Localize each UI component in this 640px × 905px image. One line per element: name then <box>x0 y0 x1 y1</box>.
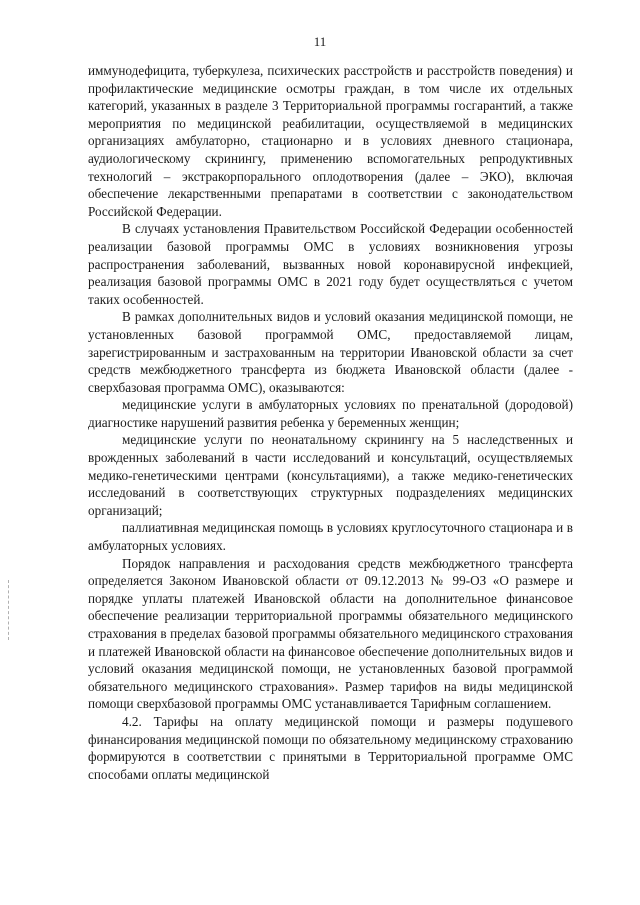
paragraph: В рамках дополнительных видов и условий оказания медицинской помощи, не установленных базовой программой ОМС, предоставляемой лицам, зарегистрированным и застрахованным на территории Ивановской области за счет средств межбюджетного трансферта из бюджета Ивановской области (далее - сверхбазовая программа ОМС), оказываются: <box>88 309 573 395</box>
paragraph: Порядок направления и расходования средств межбюджетного трансферта определяется Законом Ивановской области от 09.12.2013 № 99-ОЗ «О размере и порядке уплаты платежей Ивановской области на дополнительное финансовое обеспечение реализации территориальной программы обязательного медицинского страхования в пределах базовой программы обязательного медицинского страхования и платежей Ивановской области на финансовое обеспечение дополнительных видов и условий оказания медицинской помощи, не установленных базовой программой обязательного медицинского страхования». Размер тарифов на виды медицинской помощи сверхбазовой программы ОМС устанавливается Тарифным соглашением. <box>88 555 573 712</box>
paragraph: В случаях установления Правительством Российской Федерации особенностей реализации базовой программы ОМС в условиях возникновения угрозы распространения заболеваний, вызванных новой коронавирусной инфекцией, реализация базовой программы ОМС в 2021 году будет осуществляться с учетом таких особенностей. <box>88 221 573 307</box>
paragraph: 4.2. Тарифы на оплату медицинской помощи и размеры подушевого финансирования медицинской помощи по обязательному медицинскому страхованию формируются в соответствии с принятыми в Территориальной программе ОМС способами оплаты медицинской <box>88 713 573 782</box>
document-body <box>88 62 573 783</box>
paragraph: медицинские услуги по неонатальному скринингу на 5 наследственных и врожденных заболеваний в части исследований и консультаций, осуществляемых медико-генетическими центрами (консультациями), а также медико-генетических исследований в соответствующих структурных подразделениях медицинских организаций; <box>88 432 573 518</box>
paragraph: медицинские услуги в амбулаторных условиях по пренатальной (дородовой) диагностике нарушений развития ребенка у беременных женщин; <box>88 397 573 430</box>
page-number: 11 <box>313 34 327 49</box>
paragraph: иммунодефицита, туберкулеза, психических расстройств и расстройств поведения) и профилактические медицинские осмотры граждан, в том числе их отдельных категорий, указанных в разделе 3 Территориальной программы госгарантий, а также мероприятия по медицинской реабилитации, осуществляемой в медицинских организациях амбулаторно, стационарно и в условиях дневного стационара, аудиологическому скринингу, применению вспомогательных репродуктивных технологий – экстракорпорального оплодотворения (далее – ЭКО), включая обеспечение лекарственными препаратами в соответствии с законодательством Российской Федерации. <box>88 63 573 219</box>
paragraph: паллиативная медицинская помощь в условиях круглосуточного стационара и в амбулаторных условиях. <box>88 520 573 554</box>
scan-edge-mark <box>8 580 10 640</box>
